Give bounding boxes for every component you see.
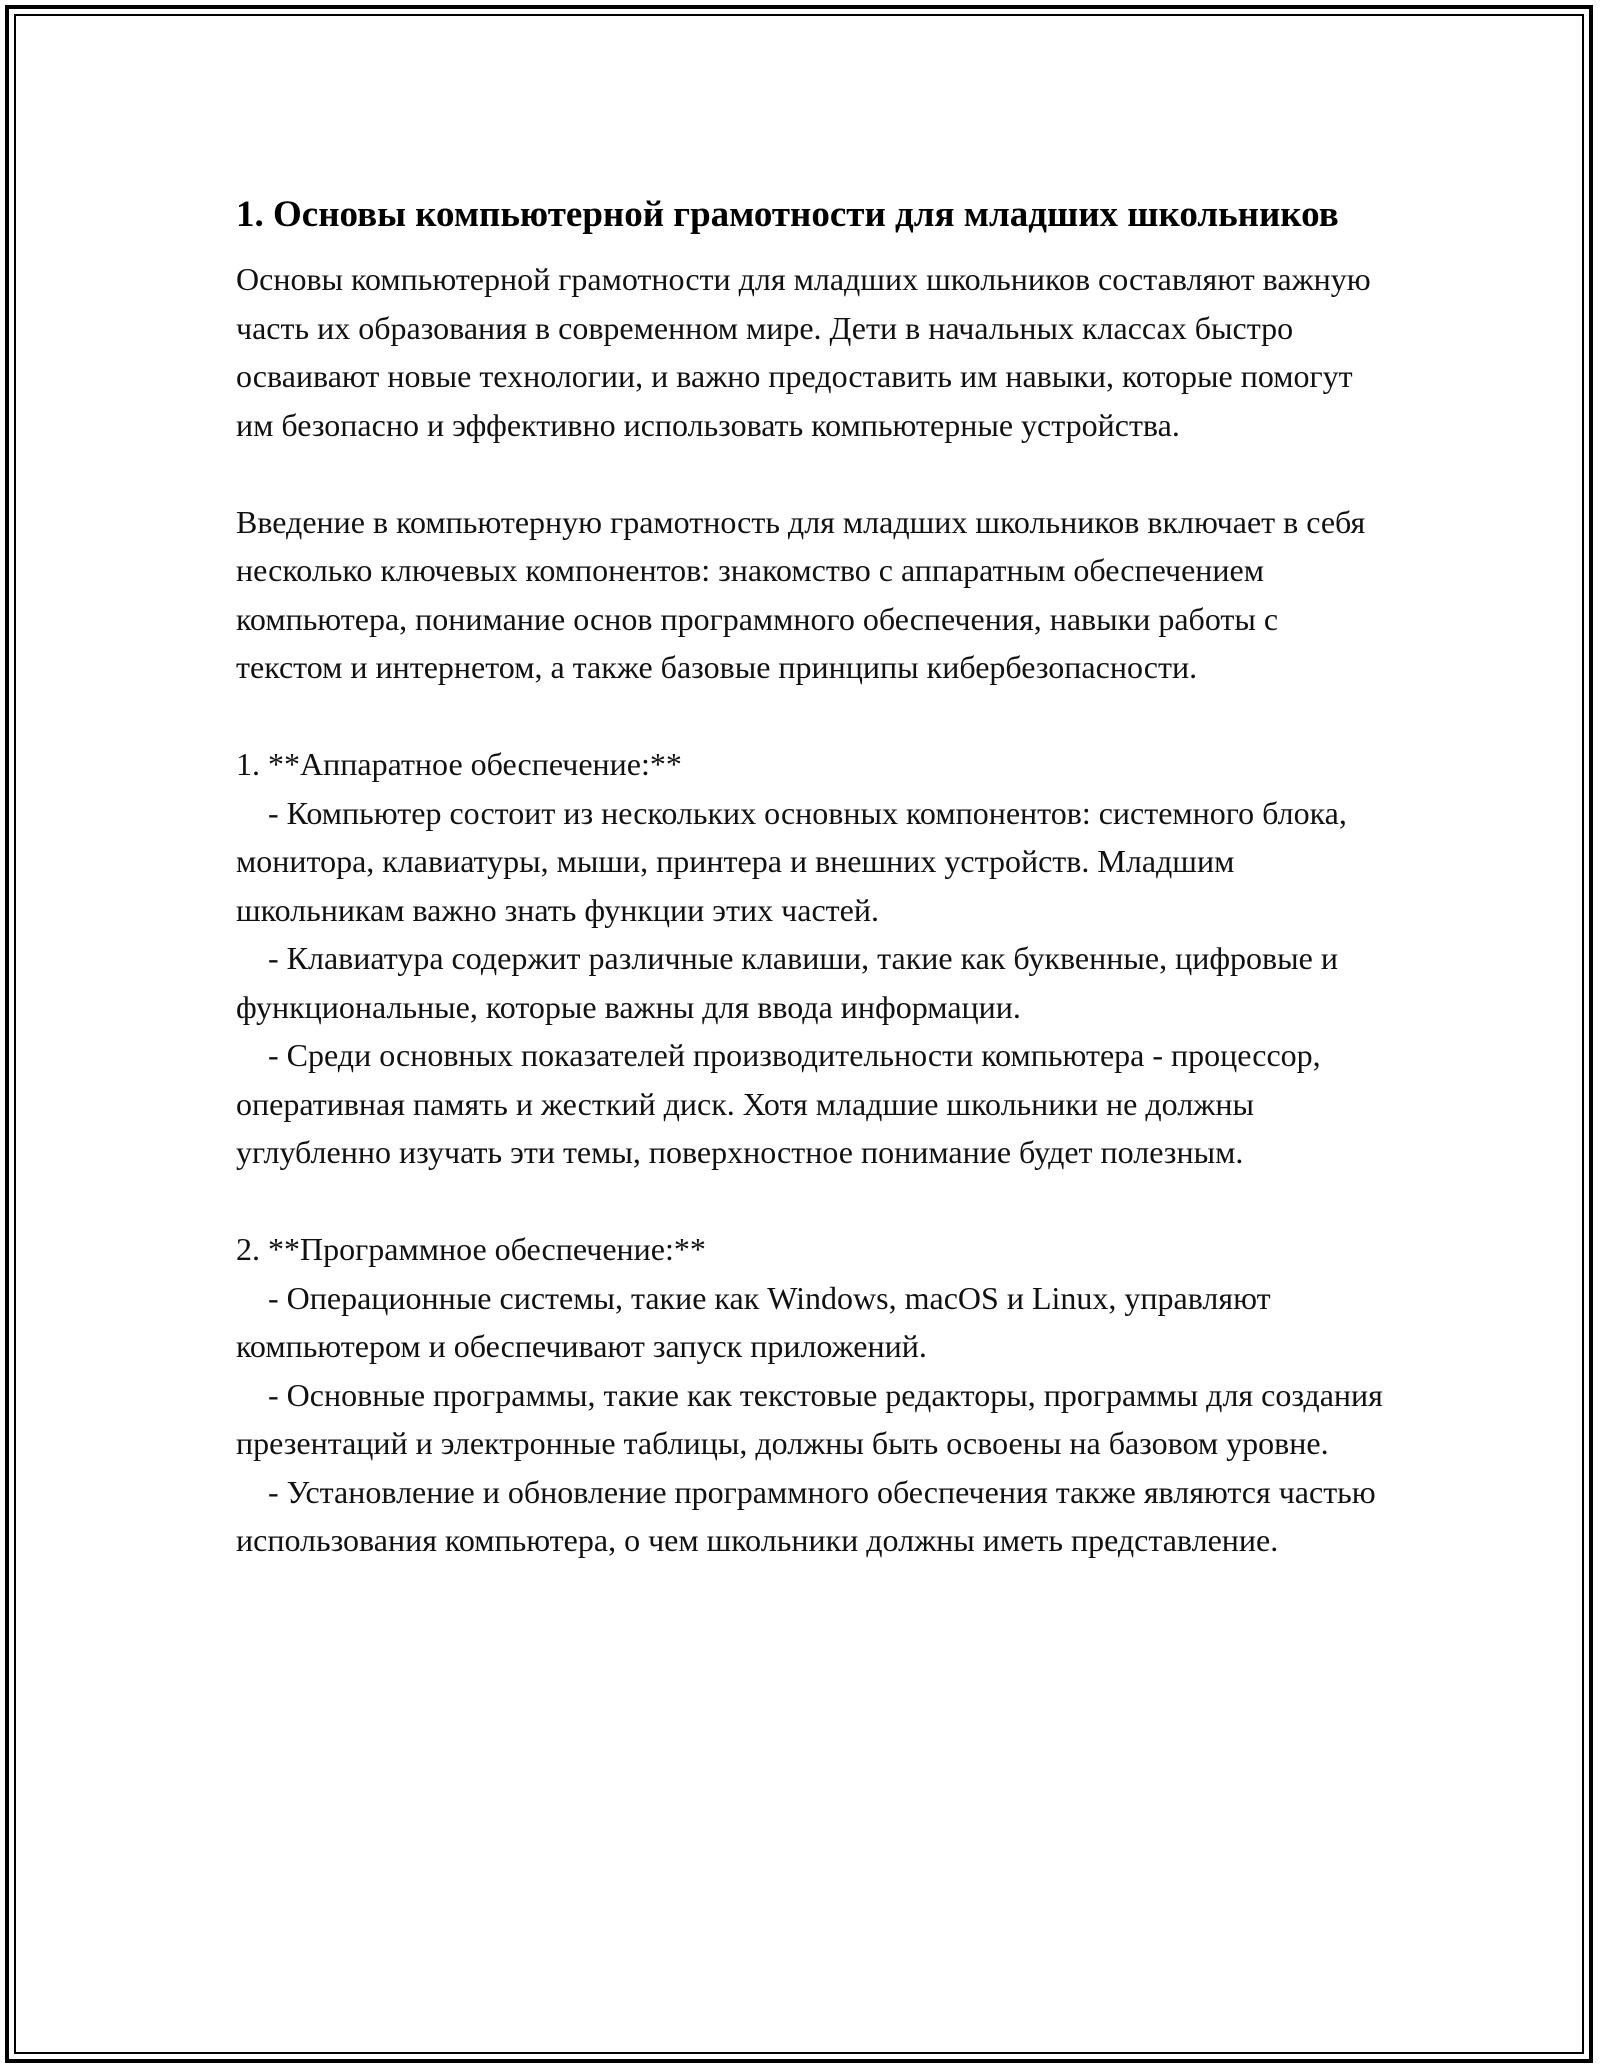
section-hardware bbox=[236, 740, 1386, 1177]
document-body bbox=[236, 186, 1391, 1565]
list-item: - Операционные системы, такие как Windows, macOS и Linux, управляют компьютером и обеспечивают запуск приложений. bbox=[236, 1279, 1279, 1364]
section-title: 1. **Аппаратное обеспечение:** bbox=[236, 746, 682, 782]
paragraph-spacer bbox=[236, 692, 1386, 741]
paragraph-spacer bbox=[236, 449, 1386, 498]
list-item: - Компьютер состоит из нескольких основных компонентов: системного блока, монитора, клавиатуры, мыши, принтера и внешних устройств. Младшим школьникам важно знать функции этих частей. bbox=[236, 794, 1355, 928]
paragraph-spacer bbox=[236, 1177, 1386, 1226]
paragraph-overview: Введение в компьютерную грамотность для младших школьников включает в себя несколько ключевых компонентов: знакомство с аппаратным обеспечением компьютера, понимание основ программного обеспечения, навыки работы с текстом и интернетом, а также базовые принципы кибербезопасности. bbox=[236, 503, 1374, 685]
section-title: 2. **Программное обеспечение:** bbox=[236, 1231, 706, 1267]
list-item: - Клавиатура содержит различные клавиши, такие как буквенные, цифровые и функциональные, которые важны для ввода информации. bbox=[236, 940, 1346, 1025]
section-software bbox=[236, 1225, 1391, 1565]
list-item: - Среди основных показателей производительности компьютера - процессор, оперативная память и жесткий диск. Хотя младшие школьники не должны углубленно изучать эти темы, поверхностное понимание будет полезным. bbox=[236, 1037, 1329, 1170]
document-heading: 1. Основы компьютерной грамотности для младших школьников bbox=[236, 194, 1339, 235]
list-item: - Установление и обновление программного обеспечения также являются частью использования компьютера, о чем школьники должны иметь представление. bbox=[236, 1473, 1384, 1558]
paragraph-intro: Основы компьютерной грамотности для младших школьников составляют важную часть их образования в современном мире. Дети в начальных классах быстро осваивают новые технологии, и важно предоставить им навыки, которые помогут им безопасно и эффективно использовать компьютерные устройства. bbox=[236, 261, 1379, 443]
list-item: - Основные программы, такие как текстовые редакторы, программы для создания презентаций и электронные таблицы, должны быть освоены на базовом уровне. bbox=[236, 1376, 1391, 1461]
